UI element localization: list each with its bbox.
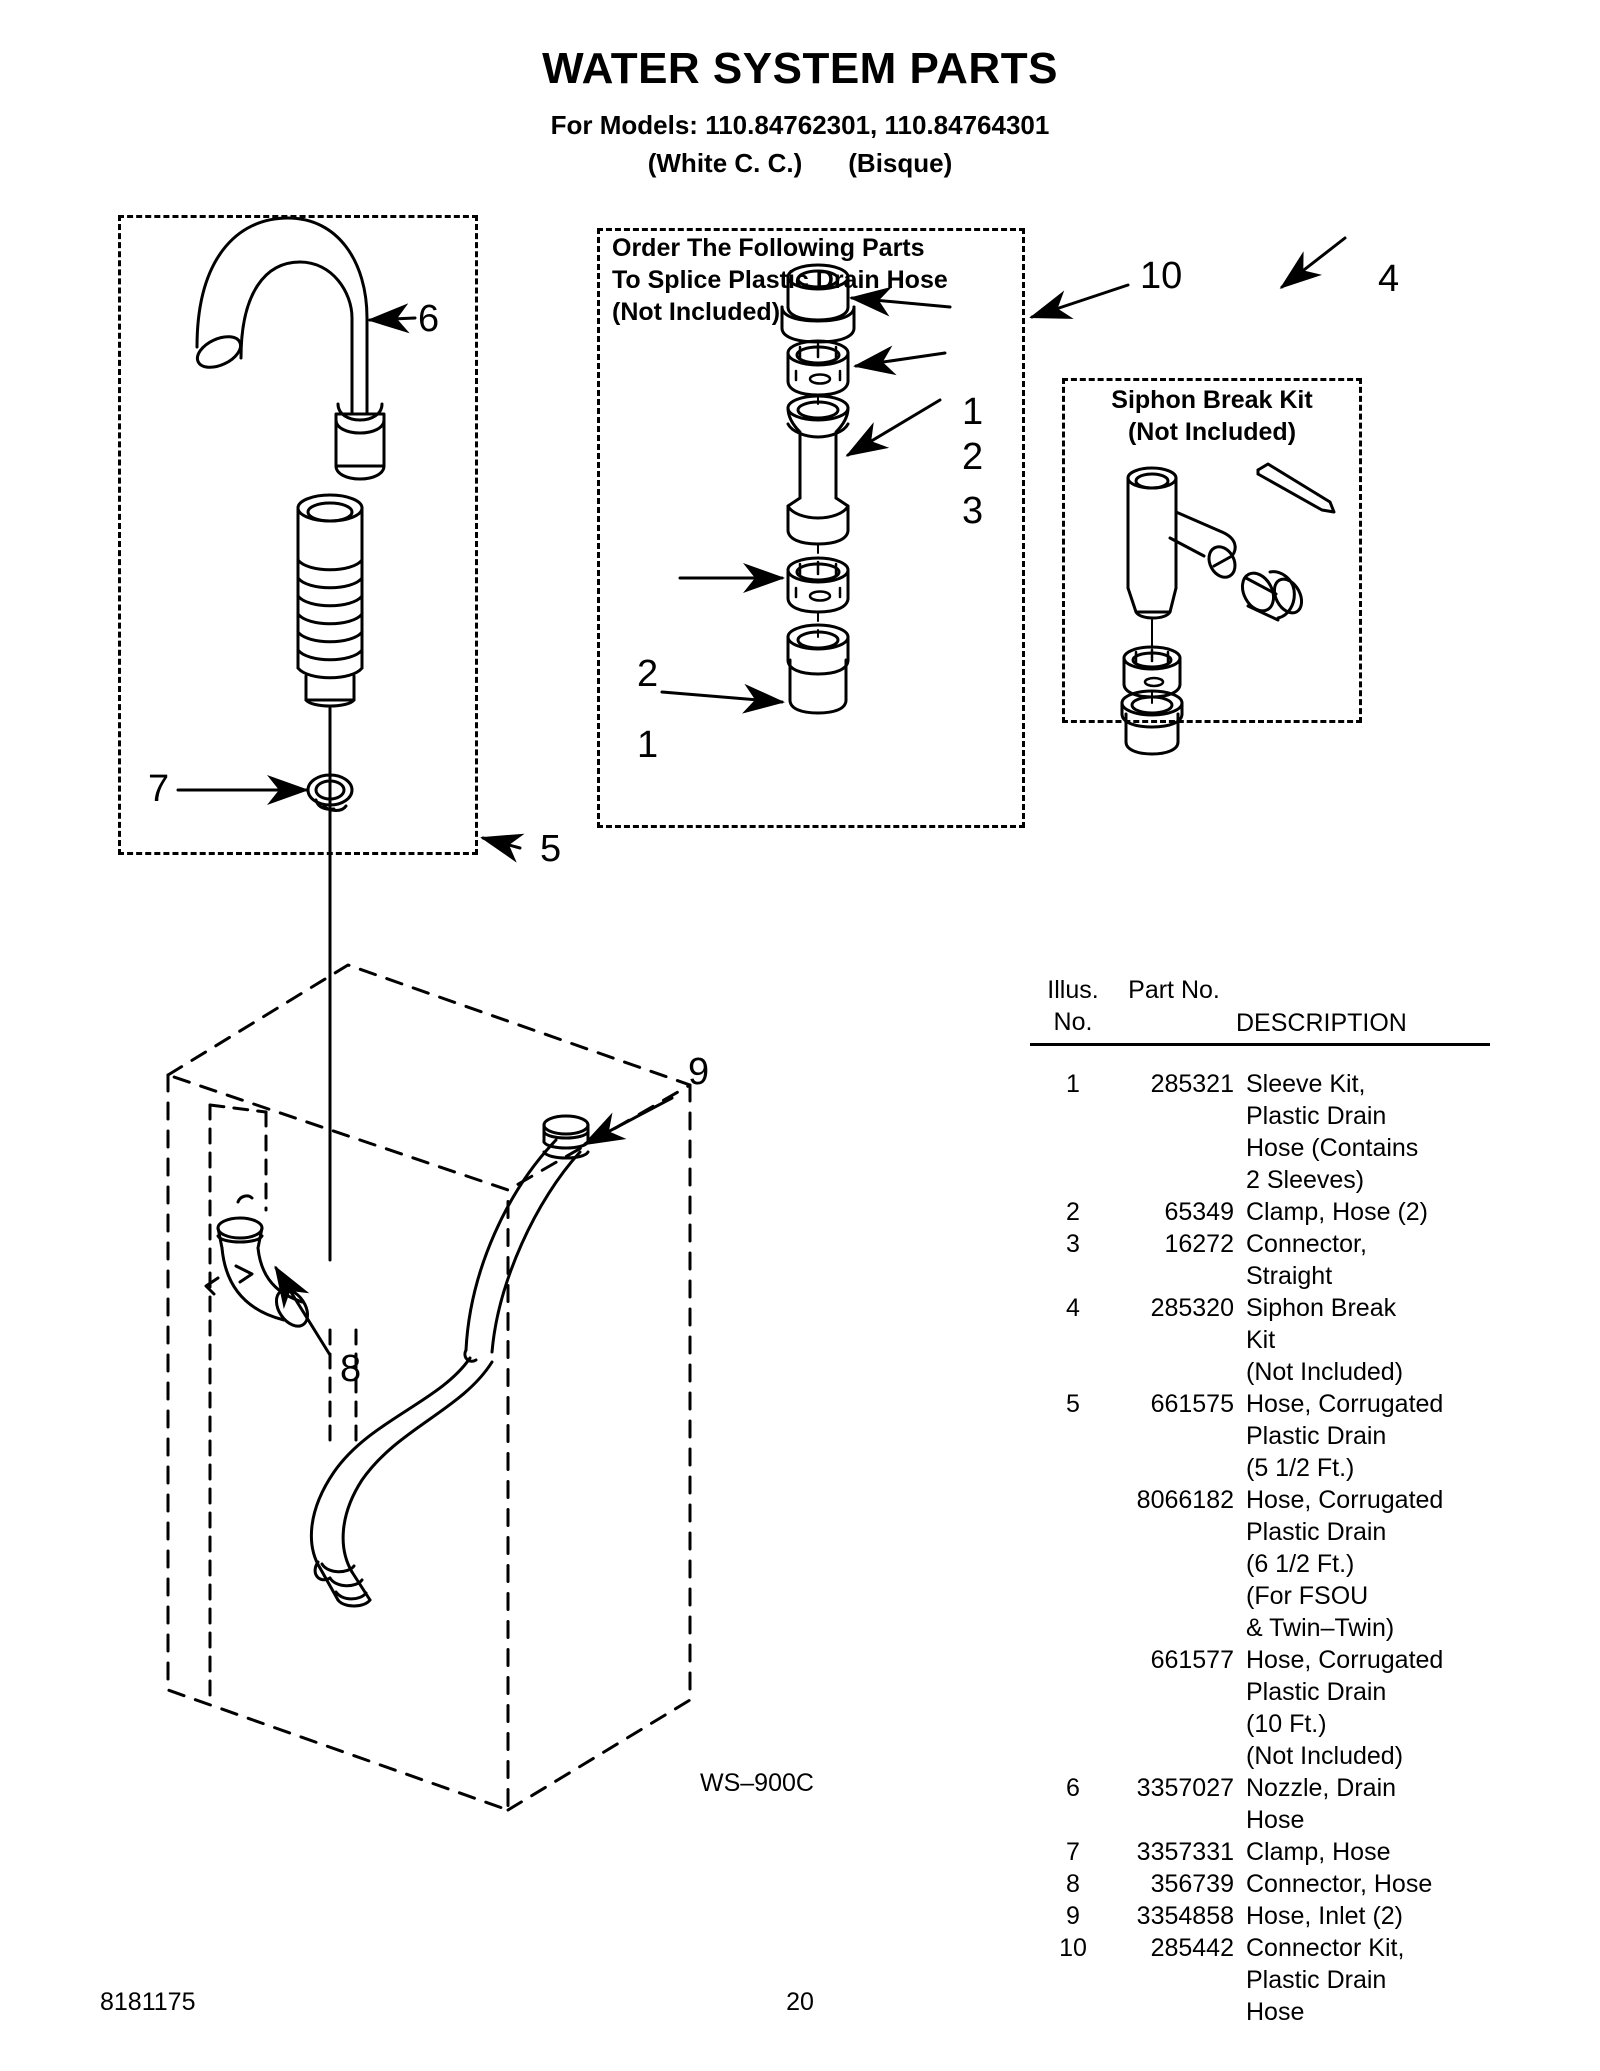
cell-description <box>1234 1900 1500 1932</box>
page-title: WATER SYSTEM PARTS <box>542 44 1058 93</box>
table-row <box>1030 1836 1500 1868</box>
cell-part-no: 65349 <box>1164 1198 1234 1226</box>
cell-illus-no: 10 <box>1059 1934 1087 1962</box>
callout-10: 10 <box>1140 255 1183 297</box>
table-row <box>1030 1644 1500 1772</box>
cell-part-no: 8066182 <box>1136 1486 1234 1514</box>
table-row <box>1030 1196 1500 1228</box>
washer-cabinet-outline <box>168 965 690 1810</box>
cell-illus-no: 6 <box>1066 1774 1080 1802</box>
cell-part-no: 3357027 <box>1136 1774 1234 1802</box>
parts-table-header <box>1030 975 1500 1041</box>
description-line: (5 1/2 Ft.) <box>1246 1454 1355 1482</box>
cell-part-no: 3357331 <box>1136 1838 1234 1866</box>
description-line: Hose, Corrugated <box>1246 1486 1444 1514</box>
cell-part-no: 285321 <box>1150 1070 1234 1098</box>
description-line: Kit <box>1246 1326 1276 1354</box>
cell-description <box>1234 1196 1500 1228</box>
description-line: (For FSOU <box>1246 1582 1369 1610</box>
cell-part-no: 285320 <box>1150 1294 1234 1322</box>
cell-illus-no: 4 <box>1066 1294 1080 1322</box>
description-line: Plastic Drain <box>1246 1422 1387 1450</box>
cell-description <box>1234 1836 1500 1868</box>
cell-part-no: 356739 <box>1150 1870 1234 1898</box>
cell-illus-no <box>1030 1484 1116 1644</box>
description-line: (6 1/2 Ft.) <box>1246 1550 1355 1578</box>
header-illus-line2: No. <box>1053 1007 1093 1036</box>
parts-table <box>1030 975 1500 2028</box>
description-line: Hose (Contains <box>1246 1134 1419 1162</box>
straight-connector-art <box>788 396 848 544</box>
description-line: (10 Ft.) <box>1246 1710 1327 1738</box>
corrugated-drain-hose-art <box>298 495 362 1260</box>
callout-5: 5 <box>540 828 562 870</box>
table-row <box>1030 1772 1500 1836</box>
splice-label-line1: Order The Following Parts <box>612 234 925 262</box>
cell-part-no: 661575 <box>1150 1390 1234 1418</box>
description-line: Nozzle, Drain <box>1246 1774 1397 1802</box>
cell-description <box>1234 1484 1500 1644</box>
cell-illus-no: 7 <box>1066 1838 1080 1866</box>
description-line: Straight <box>1246 1262 1333 1290</box>
header-part-line1: Part <box>1128 976 1174 1004</box>
cell-part-no: 285442 <box>1150 1934 1234 1962</box>
description-line: (Not Included) <box>1246 1358 1404 1386</box>
splice-label-line3: (Not Included) <box>612 298 781 326</box>
cell-illus-no: 3 <box>1066 1230 1080 1258</box>
cell-illus-no: 9 <box>1066 1902 1080 1930</box>
description-line: Siphon Break <box>1246 1294 1397 1322</box>
cell-description <box>1234 1228 1500 1292</box>
cell-illus-no: 2 <box>1066 1198 1080 1226</box>
callout-6: 6 <box>418 298 440 340</box>
cell-illus-no: 8 <box>1066 1870 1080 1898</box>
description-line: Plastic Drain <box>1246 1102 1387 1130</box>
description-line: Clamp, Hose (2) <box>1246 1198 1428 1226</box>
description-line: Hose <box>1246 1806 1305 1834</box>
cell-illus-no <box>1030 1644 1116 1772</box>
cell-description <box>1234 1644 1500 1772</box>
color-white: (White C. C.) <box>647 148 803 178</box>
header-part-no <box>1116 975 1232 1007</box>
callout-1-top: 1 <box>962 391 984 433</box>
description-line: Hose <box>1246 1998 1305 2026</box>
description-line: Plastic Drain <box>1246 1966 1387 1994</box>
splice-sleeve-top-art <box>782 265 854 342</box>
models-line: For Models: 110.84762301, 110.84764301 <box>550 110 1050 140</box>
callout-7: 7 <box>148 768 170 810</box>
siphon-label-line1: Siphon Break Kit <box>1111 386 1313 414</box>
header-illus-line1: Illus. <box>1047 976 1099 1004</box>
cell-description <box>1234 1292 1500 1388</box>
description-line: Plastic Drain <box>1246 1678 1387 1706</box>
washer-inner-panel <box>210 1105 356 1700</box>
description-line: Clamp, Hose <box>1246 1838 1391 1866</box>
siphon-label-line2: (Not Included) <box>1127 418 1297 446</box>
parts-table-body <box>1030 1068 1500 2028</box>
cell-description <box>1234 1868 1500 1900</box>
description-line: & Twin–Twin) <box>1246 1614 1395 1642</box>
table-row <box>1030 1292 1500 1388</box>
splice-sleeve-bottom-art <box>788 625 848 713</box>
table-row <box>1030 1484 1500 1644</box>
description-line: Plastic Drain <box>1246 1518 1387 1546</box>
cell-part-no: 16272 <box>1164 1230 1234 1258</box>
description-line: Connector, Hose <box>1246 1870 1433 1898</box>
cell-description <box>1234 1068 1500 1196</box>
cell-description <box>1234 1388 1500 1484</box>
cell-part-no: 3354858 <box>1136 1902 1234 1930</box>
description-line: Sleeve Kit, <box>1246 1070 1366 1098</box>
description-line: Hose, Inlet (2) <box>1246 1902 1404 1930</box>
callout-8: 8 <box>340 1348 362 1390</box>
cell-illus-no: 5 <box>1066 1390 1080 1418</box>
header-illus-no <box>1030 975 1116 1038</box>
drawing-code: WS–900C <box>700 1769 814 1797</box>
callout-3: 3 <box>962 490 984 532</box>
table-row <box>1030 1900 1500 1932</box>
hose-connector-art <box>206 1196 314 1332</box>
splice-label-line2: To Splice Plastic Drain Hose <box>612 266 948 294</box>
parts-table-rule <box>1030 1043 1490 1046</box>
cell-illus-no: 1 <box>1066 1070 1080 1098</box>
description-line: 2 Sleeves) <box>1246 1166 1365 1194</box>
table-row <box>1030 1228 1500 1292</box>
cell-description <box>1234 1772 1500 1836</box>
callout-2-top: 2 <box>962 436 984 478</box>
color-bisque: (Bisque) <box>848 148 953 178</box>
document-number: 8181175 <box>100 1988 196 2016</box>
header-description: DESCRIPTION <box>1236 1009 1407 1037</box>
header-part-line2: No. <box>1180 976 1220 1004</box>
siphon-break-kit-art <box>1122 464 1334 754</box>
description-line: (Not Included) <box>1246 1742 1404 1770</box>
cell-part-no: 661577 <box>1150 1646 1234 1674</box>
table-row <box>1030 1868 1500 1900</box>
callout-1-bottom: 1 <box>637 724 659 766</box>
table-row <box>1030 1388 1500 1484</box>
drain-hose-nozzle-art <box>193 218 384 479</box>
callout-2-bottom: 2 <box>637 653 659 695</box>
page-number: 20 <box>786 1988 814 2016</box>
description-line: Hose, Corrugated <box>1246 1646 1444 1674</box>
description-line: Hose, Corrugated <box>1246 1390 1444 1418</box>
callout-9: 9 <box>688 1051 710 1093</box>
description-line: Connector, <box>1246 1230 1367 1258</box>
description-line: Connector Kit, <box>1246 1934 1405 1962</box>
callout-4: 4 <box>1378 258 1400 300</box>
table-row <box>1030 1068 1500 1196</box>
